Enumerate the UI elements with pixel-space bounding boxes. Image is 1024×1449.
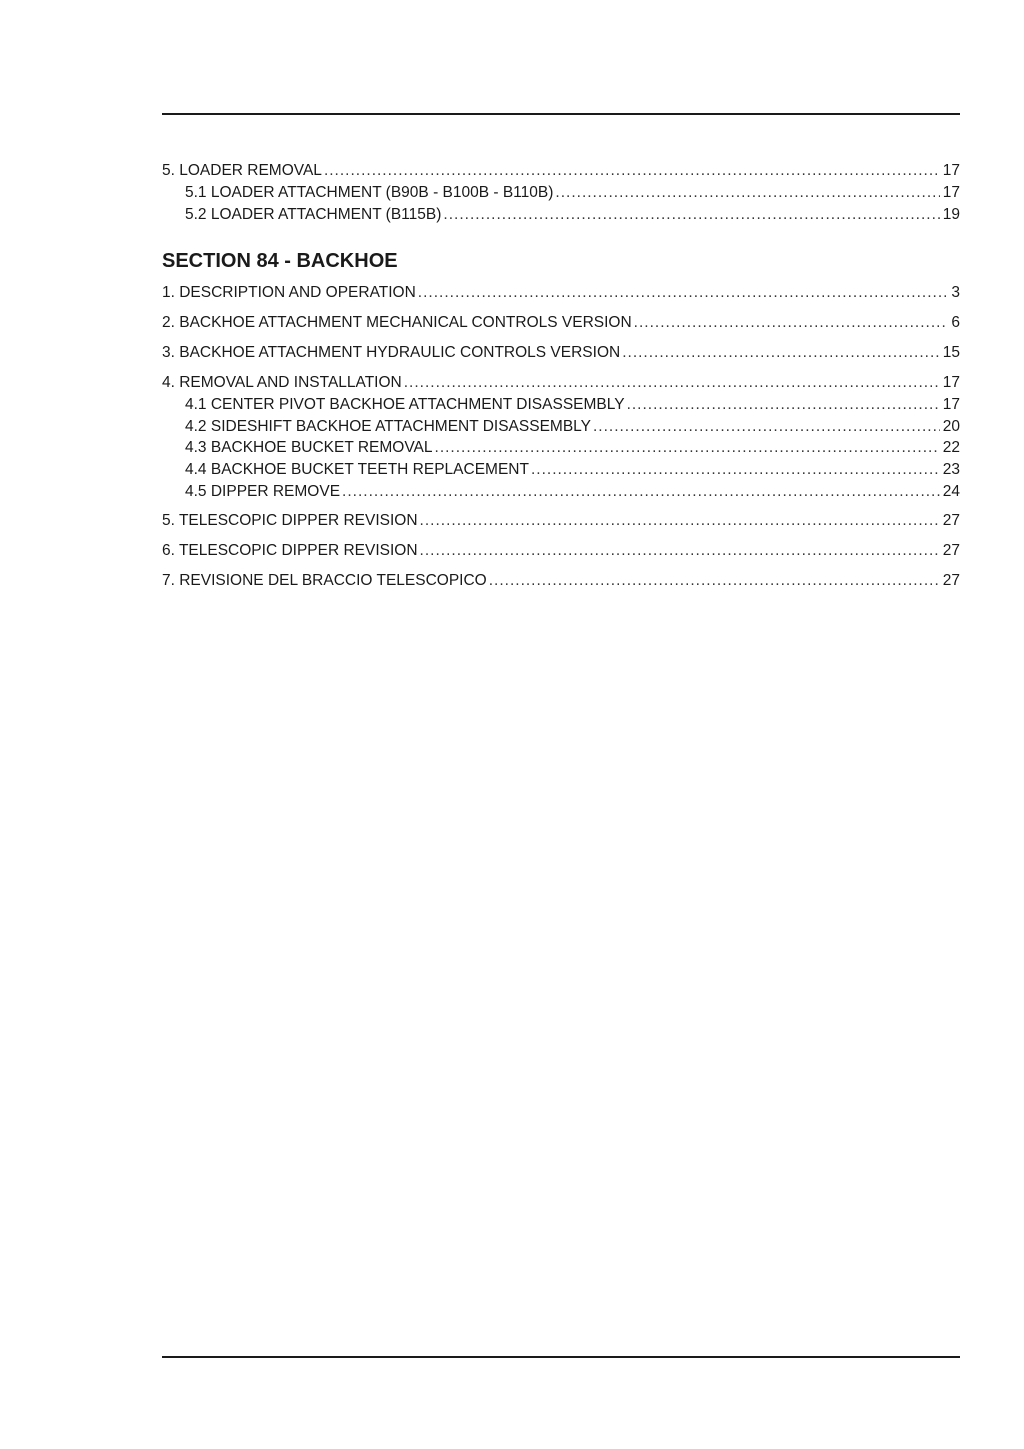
toc-leader-dots xyxy=(324,161,940,181)
toc-leader-dots xyxy=(342,482,940,502)
toc-leader-dots xyxy=(555,183,939,203)
toc-leader-dots xyxy=(443,205,939,225)
toc-entry-dipper-remove[interactable] xyxy=(185,482,960,502)
toc-entry-page: 22 xyxy=(942,439,960,456)
toc-entry-title: 4.5 DIPPER REMOVE xyxy=(185,483,341,500)
toc-entry-hydraulic-controls[interactable] xyxy=(162,343,960,363)
toc-entry-title: 5. TELESCOPIC DIPPER REVISION xyxy=(162,512,418,529)
toc-entry-title: 4. REMOVAL AND INSTALLATION xyxy=(162,374,402,391)
toc-entry-title: 2. BACKHOE ATTACHMENT MECHANICAL CONTROLS VERSION xyxy=(162,314,632,331)
toc-leader-dots xyxy=(627,395,940,415)
toc-entry-title: 4.2 SIDESHIFT BACKHOE ATTACHMENT DISASSEMBLY xyxy=(185,418,591,435)
toc-entry-page: 3 xyxy=(951,284,960,301)
toc-entry-description-operation[interactable] xyxy=(162,283,960,303)
toc-entry-page: 6 xyxy=(951,314,960,331)
toc-entry-page: 27 xyxy=(942,512,960,529)
toc-entry-title: 4.3 BACKHOE BUCKET REMOVAL xyxy=(185,439,433,456)
toc-entry-page: 24 xyxy=(942,483,960,500)
toc-entry-title: 5.2 LOADER ATTACHMENT (B115B) xyxy=(185,206,442,223)
toc-leader-dots xyxy=(435,438,940,458)
toc-entry-revisione-braccio[interactable] xyxy=(162,571,960,591)
toc-leader-dots xyxy=(593,417,940,437)
toc-entry-title: 1. DESCRIPTION AND OPERATION xyxy=(162,284,416,301)
toc-entry-loader-attachment-b115b[interactable] xyxy=(185,205,960,225)
toc-entry-page: 17 xyxy=(942,396,960,413)
toc-entry-bucket-teeth[interactable] xyxy=(185,460,960,480)
toc-entry-bucket-removal[interactable] xyxy=(185,438,960,458)
toc-entry-title: 3. BACKHOE ATTACHMENT HYDRAULIC CONTROLS VERSION xyxy=(162,344,621,361)
toc-leader-dots xyxy=(420,511,940,531)
toc-leader-dots xyxy=(489,571,940,591)
toc-entry-page: 17 xyxy=(942,162,960,179)
toc-entry-telescopic-dipper-5[interactable] xyxy=(162,511,960,531)
header-rule xyxy=(162,113,960,115)
toc-entry-mechanical-controls[interactable] xyxy=(162,313,960,333)
toc-leader-dots xyxy=(531,460,940,480)
toc-entry-page: 27 xyxy=(942,572,960,589)
toc-entry-removal-installation[interactable] xyxy=(162,373,960,393)
toc-entry-page: 17 xyxy=(942,374,960,391)
toc-leader-dots xyxy=(404,373,940,393)
toc-entry-page: 20 xyxy=(942,418,960,435)
toc-leader-dots xyxy=(622,343,940,363)
toc-entry-title: 4.1 CENTER PIVOT BACKHOE ATTACHMENT DISASSEMBLY xyxy=(185,396,625,413)
toc-entry-title: 6. TELESCOPIC DIPPER REVISION xyxy=(162,542,418,559)
toc-entry-sideshift[interactable] xyxy=(185,417,960,437)
toc-entry-title: 5. LOADER REMOVAL xyxy=(162,162,322,179)
toc-leader-dots xyxy=(420,541,940,561)
toc-entry-telescopic-dipper-6[interactable] xyxy=(162,541,960,561)
toc-entry-loader-attachment-b90b[interactable] xyxy=(185,183,960,203)
toc-entry-page: 19 xyxy=(942,206,960,223)
toc-entry-title: 4.4 BACKHOE BUCKET TEETH REPLACEMENT xyxy=(185,461,529,478)
toc-entry-title: 7. REVISIONE DEL BRACCIO TELESCOPICO xyxy=(162,572,487,589)
footer-rule xyxy=(162,1356,960,1358)
toc-leader-dots xyxy=(634,313,949,333)
toc-entry-title: 5.1 LOADER ATTACHMENT (B90B - B100B - B110B) xyxy=(185,184,554,201)
toc-leader-dots xyxy=(418,283,949,303)
toc-entry-page: 17 xyxy=(942,184,960,201)
toc-entry-page: 27 xyxy=(942,542,960,559)
toc-entry-center-pivot[interactable] xyxy=(185,395,960,415)
toc-entry-page: 15 xyxy=(942,344,960,361)
toc-entry-loader-removal[interactable] xyxy=(162,161,960,181)
section-heading: SECTION 84 - BACKHOE xyxy=(162,250,398,272)
toc-entry-page: 23 xyxy=(942,461,960,478)
